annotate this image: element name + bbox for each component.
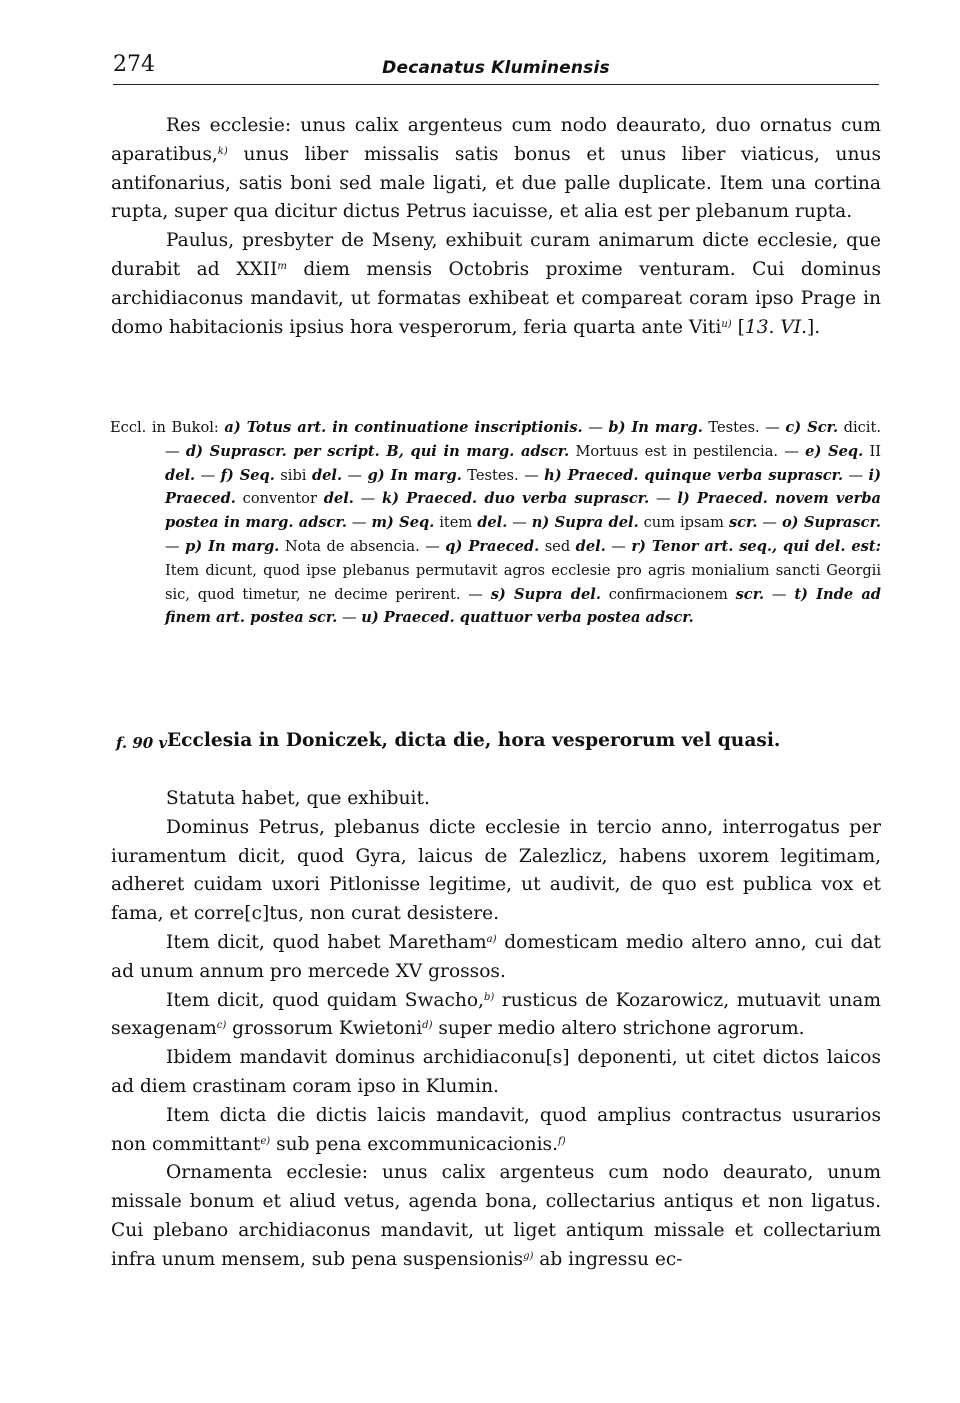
- note-text: —: [582, 419, 609, 436]
- paragraph: Dominus Petrus, plebanus dicte ecclesie in tercio anno, interrogatus per iuramentum dicit, quod Gyra, laicus de Zalezlicz, habens uxorem legitimam, adheret cuidam uxori Pitlonisse legitime, ut audivit, de quo est publica vox et fama, et corre[c]tus, non curat desistere.: [111, 816, 881, 925]
- footnote-marker: u): [721, 318, 732, 330]
- date-reference: 13. VI.: [744, 316, 808, 338]
- note-text: —: [337, 609, 362, 627]
- note-siglum: p) In marg.: [185, 537, 280, 555]
- note-text: Eccl. in Bukol:: [110, 419, 225, 436]
- note-siglum: n) Supra del.: [531, 514, 639, 532]
- paragraph: [111, 1102, 881, 1160]
- note-text: —: [843, 466, 869, 484]
- paragraph: [111, 987, 881, 1045]
- note-siglum: del.: [575, 537, 606, 555]
- text-run: domesticam medio altero anno, cui dat ad unum annum pro mercede XV grossos.: [111, 931, 881, 982]
- note-siglum: h) Praeced. quinque verba suprascr.: [544, 466, 844, 484]
- note-text: —: [507, 514, 532, 532]
- text-run: ].: [807, 316, 821, 338]
- note-siglum: del.: [165, 466, 196, 484]
- text-run: Ornamenta ecclesie: unus calix argenteus cum nodo deaurato, unum missale bonum et aliud vetus, agenda bona, collectarius antiqus et non ligatus. Cui plebano archidiaconus mandavit, ut liget antiqum missale et collectarium infra unum mensem, sub pena suspensionis: [111, 1162, 881, 1270]
- note-text: —: [757, 514, 782, 532]
- text-run: Item dicit, quod quidam Swacho,: [166, 989, 484, 1011]
- paragraph: [111, 112, 881, 227]
- upper-text: [111, 112, 881, 342]
- note-siglum: l) Praeced. novem verba postea in marg. adscr.: [165, 490, 881, 532]
- note-siglum: del.: [311, 466, 343, 484]
- footnote-marker: k): [217, 145, 228, 157]
- footnote-marker: g): [523, 1250, 534, 1262]
- note-siglum: e) Seq.: [805, 442, 864, 460]
- text-run: super medio altero strichone agrorum.: [432, 1018, 805, 1040]
- note-text: —: [165, 537, 186, 555]
- text-run: unus liber missalis satis bonus et unus liber viaticus, unus antifonarius, satis boni sed male ligati, et due palle duplicate. Item una cortina rupta, super qua dicitur dictus Petrus iacuisse, et alia est per plebanum rupta.: [111, 143, 881, 223]
- note-text: cum ipsam: [638, 514, 729, 532]
- note-siglum: b) In marg.: [608, 419, 703, 436]
- note-text: sibi: [274, 466, 312, 484]
- note-siglum: i) Praeced.: [165, 466, 881, 508]
- note-text: dicit. —: [165, 419, 881, 460]
- note-siglum: q) Praeced.: [445, 537, 540, 555]
- footnote-marker: f): [558, 1135, 566, 1147]
- note-siglum: o) Suprascr.: [781, 514, 881, 532]
- note-text: II: [863, 442, 881, 460]
- note-text: —: [346, 514, 372, 532]
- text-run: sub pena excommunicacionis.: [270, 1133, 558, 1155]
- note-text: Mortuus est in pestilencia. —: [569, 442, 806, 460]
- folio-margin-reference: f. 90 v: [116, 734, 168, 752]
- text-run: ab ingressu ec-: [533, 1248, 683, 1270]
- paragraph: Ibidem mandavit dominus archidiaconu[s] deponenti, ut citet dictos laicos ad diem crastinam coram ipso in Klumin.: [111, 1047, 881, 1097]
- text-run: Item dicta die dictis laicis mandavit, quod amplius contractus usurarios non committant: [111, 1104, 881, 1155]
- note-text: item: [434, 514, 478, 532]
- note-text: conventor: [235, 490, 324, 508]
- lower-text: [111, 785, 881, 1275]
- footnote-marker: d): [422, 1020, 433, 1032]
- note-siglum: del.: [323, 490, 354, 508]
- footnote-marker: a): [486, 933, 497, 945]
- note-text: —: [195, 466, 221, 484]
- text-run: Item dicit, quod habet Maretham: [166, 931, 487, 953]
- text-run: grossorum Kwietoni: [226, 1018, 423, 1040]
- note-siglum: g) In marg.: [367, 466, 462, 484]
- superscript: m: [277, 260, 287, 272]
- note-siglum: d) Suprascr. per script. B, qui in marg. adscr.: [185, 442, 570, 460]
- paragraph: [111, 227, 881, 342]
- note-siglum: a) Totus art. in continuatione inscriptionis.: [224, 419, 583, 436]
- page-header: [113, 48, 879, 85]
- text-run: diem mensis Octobris proxime venturam. Cui dominus archidiaconus mandavit, ut formatas exhibeat et compareat coram ipso Prage in domo habitacionis ipsius hora vesperorum, feria quarta ante Viti: [111, 258, 881, 338]
- notes-paragraph: [110, 416, 882, 630]
- footnote-marker: e): [260, 1135, 271, 1147]
- page-number: 274: [113, 52, 155, 77]
- note-siglum: scr.: [728, 514, 758, 532]
- note-text: —: [342, 466, 368, 484]
- note-text: —: [649, 490, 678, 508]
- note-text: Nota de absencia. —: [279, 537, 446, 555]
- note-text: —: [605, 537, 632, 555]
- running-title: Decanatus Kluminensis: [382, 58, 610, 78]
- note-siglum: f) Seq.: [220, 466, 275, 484]
- critical-apparatus: [110, 416, 882, 630]
- paragraph: [111, 1159, 881, 1274]
- note-text: —: [764, 585, 795, 603]
- note-siglum: s) Supra del.: [490, 585, 601, 603]
- note-siglum: scr.: [735, 585, 765, 603]
- note-text: sed: [539, 537, 576, 555]
- note-siglum: c) Scr.: [785, 419, 839, 436]
- text-run: rusticus de Kozarowicz, mutuavit unam sexagenam: [111, 989, 881, 1040]
- note-text: Testes. —: [702, 419, 786, 436]
- footnote-marker: c): [216, 1020, 227, 1032]
- text-run: [: [731, 316, 745, 338]
- note-text: Item dicunt, quod ipse plebanus permutavit agros ecclesie pro agris monialium sancti Georgii sic, quod timetur, ne decime perirent. —: [165, 561, 881, 603]
- paragraph: Statuta habet, que exhibuit.: [166, 788, 430, 809]
- footnote-marker: b): [483, 991, 495, 1003]
- note-siglum: k) Praeced. duo verba suprascr.: [382, 490, 650, 508]
- note-siglum: del.: [477, 514, 508, 532]
- note-siglum: m) Seq.: [371, 514, 435, 532]
- note-text: Testes. —: [461, 466, 545, 484]
- note-text: —: [353, 490, 383, 508]
- text-run: Res ecclesie: unus calix argenteus cum nodo deaurato, duo ornatus cum aparatibus,: [111, 115, 881, 165]
- text-run: Paulus, presbyter de Mseny, exhibuit curam animarum dicte ecclesie, que durabit ad XXII: [111, 230, 881, 280]
- section-heading: Ecclesia in Doniczek, dicta die, hora vesperorum vel quasi.: [167, 730, 781, 751]
- note-siglum: r) Tenor art. seq., qui del. est:: [631, 537, 881, 555]
- note-siglum: t) Inde ad finem art. postea scr.: [165, 585, 882, 627]
- note-siglum: u) Praeced. quattuor verba postea adscr.: [361, 609, 694, 627]
- paragraph: [111, 929, 881, 987]
- note-text: confirmacionem: [600, 585, 736, 603]
